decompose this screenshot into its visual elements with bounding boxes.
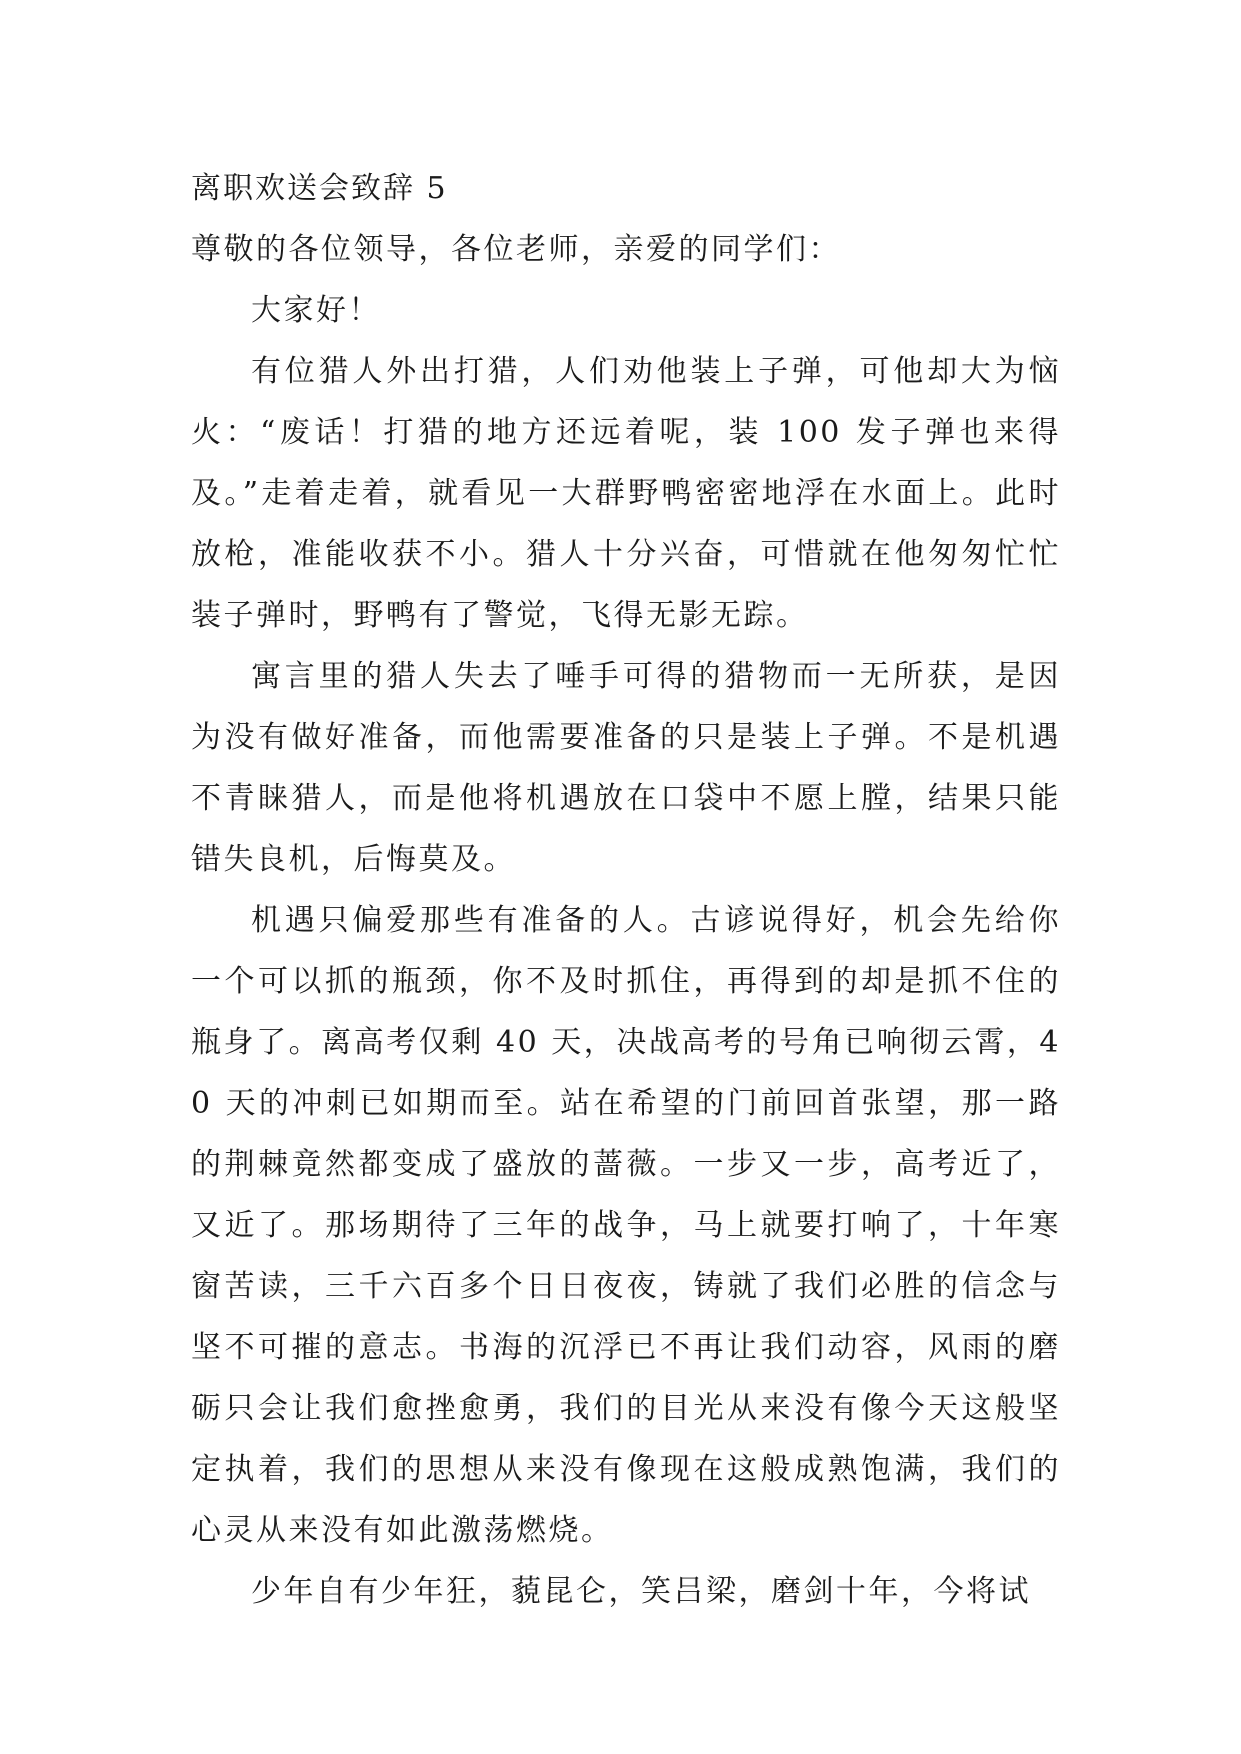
- paragraph-closing-fragment: 少年自有少年狂，藐昆仑，笑吕梁，磨剑十年，今将试: [251, 1574, 1031, 1609]
- document-body: [191, 158, 1061, 1622]
- paragraph-hunter-story: 有位猎人外出打猎，人们劝他装上子弹，可他却大为恼火：“废话！打猎的地方还远着呢，装 100 发子弹也来得及。”走着走着，就看见一大群野鸭密密地浮在水面上。此时放枪，准能收获不小。猎人十分兴奋，可惜就在他匆匆忙忙装子弹时，野鸭有了警觉，飞得无影无踪。: [191, 354, 1061, 633]
- document-title: 离职欢送会致辞 5: [191, 171, 448, 206]
- salutation-line: 尊敬的各位领导，各位老师，亲爱的同学们：: [191, 232, 841, 267]
- paragraph-opportunity: 机遇只偏爱那些有准备的人。古谚说得好，机会先给你一个可以抓的瓶颈，你不及时抓住，再得到的却是抓不住的瓶身了。离高考仅剩 40 天，决战高考的号角已响彻云霄，40 天的冲刺已如期而至。站在希望的门前回首张望，那一路的荆棘竟然都变成了盛放的蔷薇。一步又一步，高考近了，又近了。那场期待了三年的战争，马上就要打响了，十年寒窗苦读，三千六百多个日日夜夜，铸就了我们必胜的信念与坚不可摧的意志。书海的沉浮已不再让我们动容，风雨的磨砺只会让我们愈挫愈勇，我们的目光从来没有像今天这般坚定执着，我们的思想从来没有像现在这般成熟饱满，我们的心灵从来没有如此激荡燃烧。: [191, 903, 1061, 1548]
- paragraph-greeting: 大家好！: [251, 293, 381, 328]
- paragraph-fable-moral: 寓言里的猎人失去了唾手可得的猎物而一无所获，是因为没有做好准备，而他需要准备的只是装上子弹。不是机遇不青睐猎人，而是他将机遇放在口袋中不愿上膛，结果只能错失良机，后悔莫及。: [191, 659, 1061, 877]
